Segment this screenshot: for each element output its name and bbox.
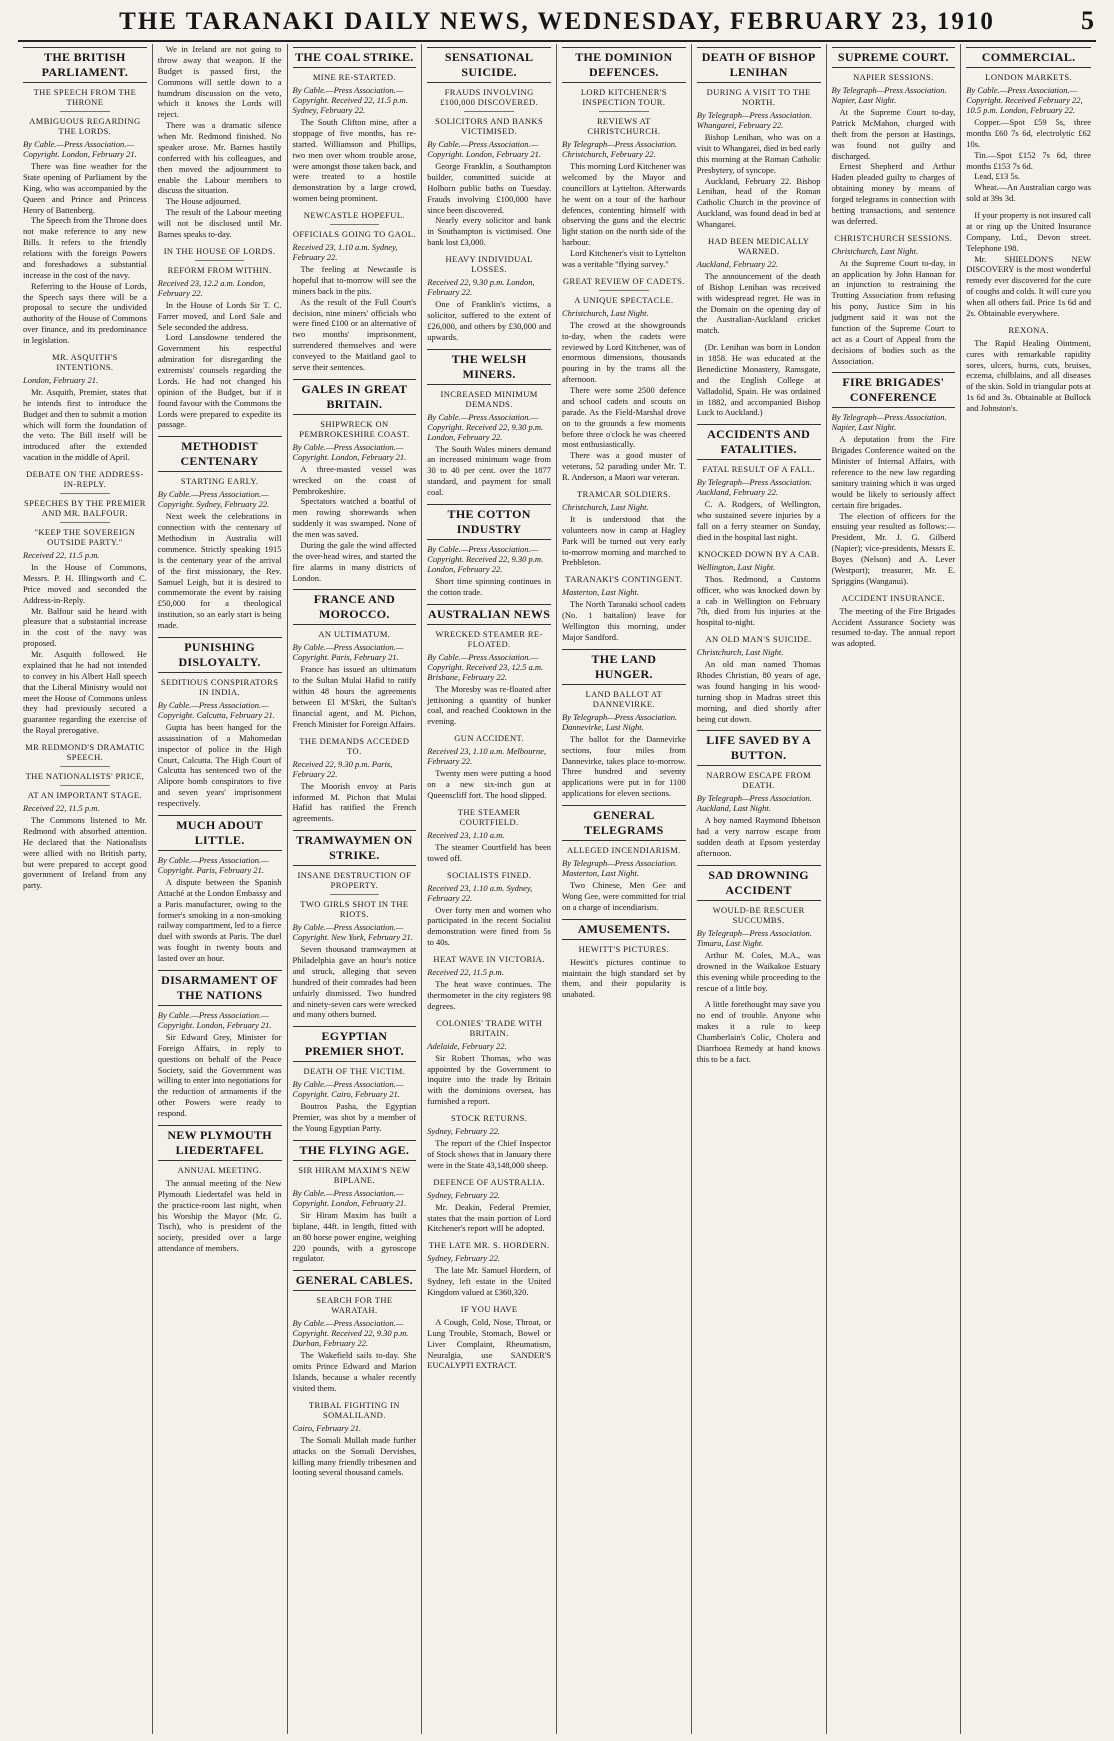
divider: [599, 290, 649, 291]
article-paragraph: The ballot for the Dannevirke sections, four miles from Dannevirke, takes place to-morrow. Three hundred and seventy applications were put in for 1100 applications for eleven sections.: [562, 733, 686, 799]
column-3: [288, 44, 423, 1734]
article-paragraph: A dispute between the Spanish Attaché at the London Embassy and a Paris manufacturer, owing to the former's smoking in a non-smoking railway compartment, led to a fierce duel with swords at Paris. The duel was fought in twenty bouts and lasted over an hour.: [157, 876, 282, 963]
article-headline: AUSTRALIAN NEWS: [427, 604, 551, 625]
article: [23, 352, 147, 463]
article-subheading: NARROW ESCAPE FROM DEATH.: [706, 770, 812, 791]
article: [293, 1140, 417, 1264]
article: [427, 1113, 551, 1171]
article-paragraph: Ernest Shepherd and Arthur Haden pleaded guilty to charges of obtaining money by means of forged telegrams in connection with betting transactions, and sentence was deferred.: [831, 161, 956, 226]
dateline: Christchurch, Last Night.: [696, 647, 784, 658]
article-paragraph: Copper.—Spot £59 5s, three months £60 7s 6d, electrolytic £62 10s.: [966, 117, 1091, 149]
article-paragraph: In the House of Commons, Messrs. P. H. Illingworth and C. Price moved and seconded the Address-in-Reply.: [23, 562, 147, 605]
article-paragraph: There was fine weather for the State opening of Parliament by the King, who was accompanied by the Queen and Prince and Princess Henry of Battenberg.: [23, 161, 147, 215]
article: [427, 504, 551, 598]
article-subheading: MR REDMOND'S DRAMATIC SPEECH.: [25, 742, 145, 762]
article: [293, 830, 417, 1020]
article-paragraph: Mr. SHIELDON'S NEW DISCOVERY is the most wonderful remedy ever discovered for the cure of coughs and colds. It will cure you when all others fail. Price 1s 6d and 2s. Obtainable everywhere.: [966, 253, 1091, 318]
article: [158, 44, 282, 240]
article-paragraph: Mr. Deakin, Federal Premier, states that the main portion of Lord Kitchener's report will be adopted.: [427, 1201, 551, 1234]
dateline: By Cable.—Press Association.—Copyright. Calcutta, February 21.: [157, 699, 275, 720]
dateline: Received 22, 11.5 p.m.: [23, 550, 100, 560]
article: [293, 736, 417, 825]
article-paragraph: Two Chinese, Men Gee and Wong Gee, were committed for trial on a charge of incendiarism.: [562, 880, 686, 912]
article: [427, 254, 551, 343]
article-subheading: HAD BEEN MEDICALLY WARNED.: [707, 235, 810, 256]
dateline: By Cable.—Press Association.—Copyright. Paris, February 21.: [157, 854, 269, 875]
article-subheading: HEAVY INDIVIDUAL LOSSES.: [445, 254, 533, 274]
article-paragraph: The crowd at the showgrounds to-day, when the cadets were reviewed by Lord Kitchener, was of enormous dimensions, thousands pouring in by the trams all the afternoon.: [562, 319, 686, 385]
article-subheading: THE NATIONALISTS' PRICE,: [25, 771, 145, 781]
dateline: Wellington, Last Night.: [696, 561, 776, 572]
article-headline: DISARMAMENT OF THE NATIONS: [158, 970, 282, 1006]
article-paragraph: Lord Lansdowne tendered the Government his respectful admiration for disregarding the extremists' counsels regarding the Lords. He had not changed his opinion of the Budget, but if it found favour with the Commons the Lords were prepared to expedite its passage.: [157, 332, 282, 430]
article: [158, 637, 282, 809]
article-subheading: LORD KITCHENER'S INSPECTION TOUR.: [580, 87, 667, 107]
article: [293, 379, 417, 584]
dateline: Sydney, February 22.: [427, 1126, 500, 1136]
article-headline: THE COAL STRIKE.: [293, 47, 417, 68]
article-paragraph: This morning Lord Kitchener was welcomed by the Mayor and councillors at Lyttelton. Afterwards he went on a tour of the harbour defences, contenting himself with observing the guns and the electric light station on the north side of the harbour.: [562, 161, 686, 248]
article-paragraph: The Rapid Healing Ointment, cures with remarkable rapidity sores, ulcers, burns, cuts, bruises, eczema, chilblains, and all diseases of the skin. Sold in triangular pots at 1s 6d and 3s. Obtainable at Bullock and Johnston's.: [966, 337, 1091, 413]
article: [562, 805, 686, 913]
article: [427, 47, 551, 248]
dateline: Received 23, 1.10 a.m. Sydney, February 22.: [427, 882, 533, 903]
dateline: Christchurch, Last Night.: [831, 245, 919, 256]
article-headline: SAD DROWNING ACCIDENT: [697, 865, 821, 901]
article-headline: GENERAL TELEGRAMS: [562, 805, 686, 841]
article-paragraph: Bishop Lenihan, who was on a visit to Whangarei, died in bed early this morning at the Roman Catholic Presbytery, of syncope.: [696, 132, 821, 175]
article-subheading: "KEEP THE SOVEREIGN OUTSIDE PARTY.": [34, 527, 136, 547]
dateline: By Telegraph—Press Association. Auckland, February 22.: [696, 477, 812, 498]
article-subheading: DEBATE ON THE ADDRESS-IN-REPLY.: [26, 469, 144, 489]
article-paragraph: Auckland, February 22. Bishop Lenihan, head of the Roman Catholic Church in the province of Auckland, was found dead in bed at Whangarei.: [696, 175, 821, 229]
article-subheading: DEFENCE OF AUSTRALIA.: [433, 1176, 545, 1187]
article-paragraph: The heat wave continues. The thermometer in the city registers 98 degrees.: [427, 979, 551, 1011]
newspaper-title: THE TARANAKI DAILY NEWS, WEDNESDAY, FEBRUARY 23, 1910: [119, 8, 995, 35]
article-paragraph: The Speech from the Throne does not make reference to any new Bills. It refers to the friendly relations with the foreign Powers and foreshadows a substantial increase in the cost of the navy.: [23, 215, 147, 280]
article-paragraph: The late Mr. Samuel Hordern, of Sydney, left estate in the United Kingdom valued at £360,320.: [427, 1265, 551, 1297]
article: [832, 372, 956, 586]
column-2: [153, 44, 288, 1734]
article: [562, 276, 686, 483]
article: [293, 47, 417, 204]
article-headline: FIRE BRIGADES' CONFERENCE: [832, 372, 956, 408]
article-paragraph: Mr. Asquith, Premier, states that he intends first to introduce the Budget and then to submit a motion which will form the foundation of the veto. The Bill itself will be introduced after the extended vacation in the middle of April.: [23, 386, 147, 463]
article-subheading: ANNUAL MEETING.: [177, 1164, 262, 1175]
article: [562, 919, 686, 1001]
article: [427, 349, 551, 498]
dateline: By Cable.—Press Association.—Copyright. New York, February 21.: [292, 922, 413, 943]
article: [697, 865, 821, 994]
article-paragraph: Tin.—Spot £152 7s 6d, three months £153 7s 6d.: [966, 149, 1091, 171]
article-paragraph: There was a dramatic silence when Mr. Redmond finished. No speaker arose. Mr. Barnes hastily conferred with his colleagues, and then moved the adjournment to enable the Labour members to discuss the situation.: [157, 120, 282, 196]
article-subheading: TRAMCAR SOLDIERS.: [577, 488, 671, 499]
article-paragraph: The feeling at Newcastle is hopeful that to-morrow will see the miners back in the pits.: [292, 264, 417, 296]
article-paragraph: There were some 2500 defence and school cadets and scouts on parade. As the Field-Marshal drove on to the grounds a few moments before three o'clock he was cheered most enthusiastically.: [562, 385, 686, 450]
article-subheading: WRECKED STEAMER RE-FLOATED.: [435, 628, 543, 649]
article-paragraph: George Franklin, a Southampton builder, committed suicide at Holborn public baths on Tuesday. Frauds involving £100,000 have since been discovered.: [427, 161, 551, 215]
article-headline: AMUSEMENTS.: [562, 919, 686, 940]
article-subheading: HEAT WAVE IN VICTORIA.: [433, 954, 545, 964]
article-paragraph: France has issued an ultimatum to the Sultan Mulai Hafid to ratify within 48 hours the agreements between El M'Skri, the Sultan's financial agent, and M. Pichon, French Minister for Foreign Affairs.: [292, 664, 417, 729]
article-headline: THE COTTON INDUSTRY: [427, 504, 551, 540]
article-paragraph: It is understood that the volunteers now in camp at Hagley Park will be turned out very early to-morrow morning and marched to Prebbleton.: [562, 513, 686, 568]
article-paragraph: Spectators watched a boatful of men rowing shorewards when suddenly it was swamped. None of the men was saved.: [292, 496, 417, 539]
article-paragraph: As the result of the Full Court's decision, nine miners' officials who were fined £100 or an alternative of two months' imprisonment, surrendered themselves and were conveyed to the Maitland gaol to serve their sentences.: [292, 296, 417, 372]
article-subheading: TWO GIRLS SHOT IN THE RIOTS.: [300, 899, 409, 920]
article-subheading: LONDON MARKETS.: [985, 72, 1072, 82]
article: [23, 742, 147, 891]
dateline: By Cable.—Press Association.—Copyright. Received 23, 12.5 a.m. Brisbane, February 22.: [427, 651, 544, 682]
article-headline: MUCH ADOUT LITTLE.: [158, 815, 282, 851]
masthead: [18, 6, 1096, 42]
article-paragraph: A boy named Raymond Ibbetson had a very narrow escape from sudden death at Epsom yesterday afternoon.: [696, 815, 821, 858]
article-paragraph: Gupta has been hanged for the assassination of a Mahomedan inspector of police in the High Court, Calcutta. The High Court of Calcutta has sentenced two of the Alipore bomb conspirators to five and seven years' imprisonment respectively.: [157, 721, 282, 808]
article: [427, 1240, 551, 1298]
article-paragraph: The North Taranaki school cadets (No. 1 battalion) leave for Wellington this morning, under Major Sandford.: [562, 599, 686, 642]
article-paragraph: Lead, £13 5s.: [974, 171, 1021, 182]
article: [23, 47, 147, 346]
article-paragraph: The announcement of the death of Bishop Lenihan was received with widespread regret. He was in the Domain on the opening day of the Australian-Auckland cricket match.: [696, 270, 821, 336]
divider: [330, 894, 380, 895]
article-subheading: AT AN IMPORTANT STAGE.: [27, 790, 143, 800]
dateline: Received 22, 9.30 p.m. Paris, February 22.: [292, 758, 393, 779]
article-subheading: THE DEMANDS ACCEDED TO.: [299, 735, 410, 756]
dateline: By Cable.—Press Association.—Copyright. London, February 21.: [292, 441, 407, 462]
article-paragraph: C. A. Rodgers, of Wellington, who sustained severe injuries by a fall on a ferry steamer on Sunday, died in the hospital last night.: [696, 499, 821, 542]
article-paragraph: Seven thousand tramwaymen at Philadelphia gave an hour's notice and struck, alleging that seven hundred of their comrades had been unfairly dismissed. Two hundred and ninety-seven cars were wrecked and many others burned.: [292, 944, 417, 1020]
dateline: By Cable.—Press Association.—Copyright. Paris, February 21.: [292, 642, 404, 663]
dateline: Received 22, 11.5 p.m.: [427, 967, 504, 977]
article: [966, 210, 1091, 319]
article-subheading: SIR HIRAM MAXIM'S NEW BIPLANE.: [298, 1164, 411, 1185]
article-subheading: MINE RE-STARTED.: [312, 72, 396, 82]
article-headline: FRANCE AND MOROCCO.: [293, 589, 417, 625]
article-headline: TRAMWAYMEN ON STRIKE.: [293, 830, 417, 866]
dateline: Christchurch, Last Night.: [562, 501, 649, 512]
article-paragraph: Boutros Pasha, the Egyptian Premier, was shot by a member of the Young Egyptian Party.: [292, 1101, 417, 1133]
dateline: Received 23, 1.10 a.m. Sydney, February 22.: [292, 242, 398, 262]
article-headline: NEW PLYMOUTH LIEDERTAFEL: [158, 1125, 282, 1161]
article-paragraph: Arthur M. Coles, M.A., was drowned in the Waikakoe Estuary this evening while proceeding to the rescue of a little boy.: [696, 949, 821, 993]
article: [697, 236, 821, 336]
dateline: By Cable.—Press Association.—Copyright. London, February 21.: [292, 1187, 407, 1208]
article: [158, 970, 282, 1119]
divider: [60, 785, 110, 786]
article: [427, 954, 551, 1012]
article-subheading: IF YOU HAVE: [460, 1303, 518, 1314]
dateline: Sydney, February 22.: [427, 1253, 500, 1264]
article-headline: PUNISHING DISLOYALTY.: [158, 637, 282, 673]
article-paragraph: Lord Kitchener's visit to Lyttelton was a veritable "flying survey.": [562, 248, 686, 269]
article-paragraph: A Cough, Cold, Nose, Throat, or Lung Trouble, Stomach, Bowel or Liver Complaint, Rheumatism, Neuralgia, use SANDER'S EUCALYPTI EXTRACT.: [427, 1316, 551, 1371]
article-subheading: SHIPWRECK ON PEMBROKESHIRE COAST.: [299, 418, 410, 439]
article-subheading: INSANE DESTRUCTION OF PROPERTY.: [297, 870, 412, 891]
article: [427, 807, 551, 864]
article-subheading: ALLEGED INCENDIARISM.: [567, 845, 681, 855]
dateline: By Cable.—Press Association.—Copyright. Cairo, February 21.: [292, 1079, 404, 1100]
article-paragraph: During the gale the wind affected the over-head wires, and started the fire alarms in many districts of London.: [292, 539, 417, 583]
article-subheading: SEDITIOUS CONSPIRATORS IN INDIA.: [160, 676, 279, 697]
article-subheading: HEWITT'S PICTURES.: [578, 943, 670, 954]
article-headline: SUPREME COURT.: [832, 47, 956, 68]
article-subheading: SEARCH FOR THE WARATAH.: [316, 1295, 393, 1316]
article: [427, 1177, 551, 1235]
article: [427, 733, 551, 801]
article-headline: METHODIST CENTENARY: [158, 436, 282, 472]
columns: [18, 44, 1096, 1734]
article-headline: LIFE SAVED BY A BUTTON.: [697, 730, 821, 766]
divider: [60, 766, 110, 767]
article-paragraph: In the House of Lords Sir T. C. Farrer moved, and Lord Sale and Sele seconded the address.: [157, 299, 282, 332]
article-paragraph: Wheat.—An Australian cargo was sold at 39s 3d.: [966, 182, 1091, 204]
divider: [195, 260, 245, 261]
article-paragraph: The Moorish envoy at Paris informed M. Pichon that Mulai Hafid has ratified the French agreements.: [292, 780, 417, 824]
article: [158, 1125, 282, 1254]
article-paragraph: Thos. Redmond, a Customs officer, who was knocked down by a cab in Wellington on February 7th, died from his injuries at the hospital to-night.: [696, 573, 821, 628]
article-paragraph: The Moresby was re-floated after jettisoning a quantity of bunker coal, and reached Cooktown in the evening.: [427, 683, 551, 727]
dateline: Received 23, 1.10 a.m.: [427, 829, 505, 840]
article: [697, 47, 821, 230]
article-paragraph: The result of the Labour meeting will not be disclosed until Mr. Barnes speaks to-day.: [157, 207, 282, 239]
article-paragraph: Sir Robert Thomas, who was appointed by the Government to inquire into the trade by Britain with the dominions oversea, has furnished a report.: [427, 1052, 551, 1107]
article: [427, 1018, 551, 1107]
divider: [599, 111, 649, 112]
article-subheading: AN OLD MAN'S SUICIDE.: [705, 634, 812, 645]
article-subheading: ACCIDENT INSURANCE.: [841, 592, 946, 603]
article: [832, 233, 956, 367]
article-headline: SENSATIONAL SUICIDE.: [427, 47, 551, 83]
article-subheading: LAND BALLOT AT DANNEVIRKE.: [585, 688, 663, 709]
dateline: Christchurch, Last Night.: [562, 307, 649, 318]
dateline: Received 23, 1.10 a.m. Melbourne, February 22.: [427, 746, 546, 767]
dateline: By Telegraph—Press Association. Napier, Last Night.: [831, 85, 947, 105]
article-paragraph: The report of the Chief Inspector of Stock shows that in January there were in the State 43,148,000 sheep.: [427, 1138, 551, 1170]
article-subheading: TRIBAL FIGHTING IN SOMALILAND.: [308, 1399, 400, 1420]
article-paragraph: One of Franklin's victims, a solicitor, suffered to the extent of £26,000, and others by £30,000 and upwards.: [427, 299, 551, 342]
article: [158, 246, 282, 431]
divider: [60, 493, 110, 494]
article-subheading: FRAUDS INVOLVING £100,000 DISCOVERED.: [440, 87, 539, 107]
article: [697, 999, 821, 1064]
dateline: By Telegraph—Press Association. Masterton, Last Night.: [562, 858, 678, 878]
article: [697, 634, 821, 724]
divider: [60, 111, 110, 112]
article-paragraph: Sir Edward Grey, Minister for Foreign Affairs, in reply to questions on behalf of the Peace Society, said the Government was willing to enter into negotiations for the reduction of armaments if the other Powers were ready to respond.: [157, 1031, 282, 1118]
article: [562, 649, 686, 799]
dateline: By Telegraph—Press Association. Timaru, Last Night.: [696, 927, 812, 948]
dateline: By Cable.—Press Association.—Copyright. London, February 21.: [427, 139, 542, 159]
article-paragraph: (Dr. Lenihan was born in London in 1858. He was educated at the Benedictine Monastery, Ramsgate, and the English College at Valladolid, Spain. He was ordained in 1882, and accompanied Bishop Luck to Auckland.): [696, 342, 821, 418]
article-headline: THE LAND HUNGER.: [562, 649, 686, 685]
divider: [60, 522, 110, 523]
article-headline: EGYPTIAN PREMIER SHOT.: [293, 1026, 417, 1062]
article-paragraph: Short time spinning continues in the cotton trade.: [427, 575, 551, 597]
dateline: London, February 21.: [23, 374, 99, 385]
dateline: By Cable.—Press Association.—Copyright. Sydney, February 22.: [157, 489, 270, 510]
column-8: [961, 44, 1096, 1734]
article-subheading: INCREASED MINIMUM DEMANDS.: [440, 388, 538, 409]
article-paragraph: The election of officers for the ensuing year resulted as follows:—President, Mr. J. G. Gilberd (Napier); vice-presidents, Messrs E. Boyes (Nelson) and A. Lever (Westport); treasurer, Mr. E. Spriggins (Wanganui).: [831, 510, 956, 586]
article-paragraph: At the Supreme Court to-day, Patrick McMahon, charged with theft from the person at Hastings, was found not guilty and discharged.: [831, 107, 956, 161]
article-subheading: REXONA.: [1008, 324, 1049, 335]
article-paragraph: The South Clifton mine, after a stoppage of five months, has re-started. Williamson and Phillips, two men over whom trouble arose, were amongst those taken back, and were treated to a hostile demonstration by a large crowd, women being prominent.: [292, 117, 417, 204]
dateline: By Telegraph—Press Association. Whangarei, February 22.: [696, 110, 812, 130]
article-headline: DEATH OF BISHOP LENIHAN: [697, 47, 821, 83]
dateline: By Telegraph—Press Association. Napier, Last Night.: [831, 412, 947, 433]
dateline: Received 22, 9.30 p.m. London, February 22.: [427, 277, 535, 297]
article-subheading: COLONIES' TRADE WITH BRITAIN.: [436, 1017, 543, 1038]
article-paragraph: A deputation from the Fire Brigades Conference waited on the Minister of Internal Affairs, with reference to the new law regarding sanitary training which it was urged would be likely to seriously affect certain fire brigades.: [831, 434, 956, 510]
column-6: [692, 44, 827, 1734]
article-headline: ACCIDENTS AND FATALITIES.: [697, 424, 821, 460]
article-paragraph: Over forty men and women who participated in the recent Socialist demonstration were fined from 5s to 40s.: [427, 904, 551, 948]
article: [427, 1304, 551, 1371]
article-subheading: A UNIQUE SPECTACLE.: [574, 294, 674, 305]
article-paragraph: Mr. Balfour said he heard with pleasure that a substantial increase in the cost of the navy was proposed.: [23, 605, 147, 649]
article-subheading: DURING A VISIT TO THE NORTH.: [706, 87, 811, 107]
dateline: By Cable.—Press Association.—Copyright. Received 22, 9.30 p.m. London, February 22.: [427, 411, 544, 442]
dateline: By Cable.—Press Association.—Copyright. Received 22, 9.30 p.m. Durban, February 22.: [292, 1318, 409, 1349]
article-paragraph: Nearly every solicitor and bank in Southampton is victimised. One bank lost £3,000.: [427, 215, 551, 248]
article-subheading: IN THE HOUSE OF LORDS.: [163, 245, 276, 256]
dateline: Masterton, Last Night.: [562, 587, 639, 598]
article-subheading: AMBIGUOUS REGARDING THE LORDS.: [29, 116, 141, 136]
column-5: [557, 44, 692, 1734]
dateline: By Telegraph—Press Association. Dannevirke, Last Night.: [562, 711, 678, 732]
dateline: Sydney, February 22.: [427, 1189, 500, 1200]
article: [158, 815, 282, 964]
article: [562, 489, 686, 568]
dateline: By Cable.—Press Association.—Copyright. Received 22, 9.30 p.m. London, February 22.: [427, 543, 544, 574]
dateline: By Cable.—Press Association.—Copyright. Received 22, 11.5 p.m. Sydney, February 22.: [292, 85, 408, 115]
dateline: Cairo, February 21.: [292, 1422, 362, 1433]
column-4: [422, 44, 557, 1734]
article-headline: THE FLYING AGE.: [293, 1140, 417, 1161]
article-paragraph: Sir Hiram Maxim has built a biplane, 44ft. in length, fitted with an 80 horse power engine, weighing 220 pounds, with a gyroscope regulator.: [292, 1209, 417, 1264]
divider: [464, 111, 514, 112]
article-paragraph: The House adjourned.: [165, 196, 242, 207]
column-1: [18, 44, 153, 1734]
article-subheading: REFORM FROM WITHIN.: [167, 264, 272, 275]
article: [697, 424, 821, 543]
dateline: By Cable.—Press Association.—Copyright. London, February 21.: [23, 139, 137, 159]
article: [158, 436, 282, 631]
article-subheading: NEWCASTLE HOPEFUL.: [303, 210, 405, 220]
article-subheading: THE LATE MR. S. HORDERN.: [428, 1240, 550, 1251]
article: [697, 549, 821, 628]
divider: [330, 224, 380, 225]
article: [562, 574, 686, 643]
article: [966, 47, 1091, 204]
article-paragraph: The steamer Courtfield has been towed off.: [427, 841, 551, 863]
dateline: By Telegraph—Press Association. Auckland, Last Night.: [696, 793, 812, 814]
column-7: [827, 44, 962, 1734]
article-subheading: TARANAKI'S CONTINGENT.: [565, 574, 683, 585]
article-subheading: THE STEAMER COURTFIELD.: [457, 806, 521, 827]
dateline: By Cable.—Press Association.—Copyright. Received February 22, 10.5 p.m. London, February 22.: [966, 85, 1083, 115]
article-paragraph: The annual meeting of the New Plymouth Liedertafel was held in the practice-room last night, when his Worship the Mayor (Mr. G. Tisch), who is president of the society, presided over a large attendance of members.: [157, 1177, 282, 1254]
article-subheading: SPEECHES BY THE PREMIER AND MR. BALFOUR.: [23, 498, 146, 518]
article-headline: COMMERCIAL.: [966, 47, 1091, 68]
article-paragraph: The South Wales miners demand an increased minimum wage from 30 to 40 per cent. over the 1877 standard, and payment for small coal.: [427, 443, 551, 497]
article-headline: THE DOMINION DEFENCES.: [562, 47, 686, 83]
article-paragraph: An old man named Thomas Rhodes Christian, 80 years of age, was found hanging in his wood-turning shop in Madras street this morning, and died shortly after being cut down.: [696, 659, 821, 724]
article-headline: THE WELSH MINERS.: [427, 349, 551, 385]
article-headline: THE BRITISH PARLIAMENT.: [23, 47, 147, 83]
article: [293, 1270, 417, 1394]
article-paragraph: There was a good muster of veterans, 52 parading under Mr. T. R. Anderson, a Maori war veteran.: [562, 450, 686, 482]
article-paragraph: A little forethought may save you no end of trouble. Anyone who makes it a rule to keep Chamberlain's Colic, Cholera and Diarrhoea Remedy at hand knows this to be a fact.: [696, 999, 821, 1064]
article-paragraph: A three-masted vessel was wrecked on the coast of Pembrokeshire.: [292, 463, 417, 496]
article-subheading: STARTING EARLY.: [180, 476, 259, 487]
dateline: Adelaide, February 22.: [427, 1040, 507, 1051]
article-paragraph: We in Ireland are not going to throw away that weapon. If the Budget is passed first, the Commons will settle down to a humdrum discussion on the veto, which it knows the Lords will reject.: [157, 44, 282, 120]
article: [293, 1400, 417, 1479]
article-paragraph: The Wakefield sails to-day. She omits Prince Edward and Marion Islands, because a whaler recently visited them.: [292, 1350, 417, 1393]
article-paragraph: Mr. Asquith followed. He explained that he had not intended to convey in his Albert Hall speech that the Liberal Ministry would not meet the House of Commons unless they had previously secured a guarantee regarding the exercise of the Royal prerogative.: [23, 649, 147, 736]
dateline: By Telegraph—Press Association. Christchurch, February 22.: [562, 139, 678, 159]
article: [293, 1026, 417, 1134]
article: [966, 325, 1091, 414]
article-headline: GENERAL CABLES.: [293, 1270, 417, 1291]
article-paragraph: If your property is not insured call at or ring up the United Insurance Company, Ltd., Devon street. Telephone 198.: [966, 210, 1091, 253]
article-paragraph: The Somali Mullah made further attacks on the Somali Dervishes, killing many friendly tribesmen and looting several thousand camels.: [292, 1434, 417, 1478]
article-subheading: MR. ASQUITH'S INTENTIONS.: [51, 351, 118, 372]
article-subheading: SOLICITORS AND BANKS VICTIMISED.: [435, 116, 544, 136]
article: [293, 589, 417, 729]
article: [832, 47, 956, 227]
article-paragraph: Twenty men were putting a hood on a new six-inch gun at Queenscliff fort. The hood slipped.: [427, 768, 551, 800]
article-paragraph: At the Supreme Court to-day, in an application by John Hannan for an injunction to restraining the Trotting Association from refusing his pony, Justice Sim in his judgment said it was not the function of the Supreme Court to act as a Court of Appeal from the decisions of bodies such as the Association.: [831, 257, 956, 366]
article-subheading: GREAT REVIEW OF CADETS.: [562, 275, 685, 286]
article: [832, 593, 956, 650]
article: [427, 604, 551, 728]
page-number: 5: [1081, 6, 1094, 35]
article: [697, 342, 821, 418]
article: [697, 730, 821, 859]
article-subheading: WOULD-BE RESCUER SUCCUMBS.: [712, 904, 805, 925]
dateline: Auckland, February 22.: [696, 258, 778, 269]
article: [293, 210, 417, 373]
article-paragraph: Next week the celebrations in connection with the centenary of Methodism in Australia will commence. Strictly speaking 1915 is the centenary year of the arrival of the first missionary, the Rev. Samuel Leigh, but it is desired to commemorate the event by raising £50,000 for a theological institution, so an early start is being made.: [157, 511, 282, 630]
article-subheading: FATAL RESULT OF A FALL.: [702, 464, 815, 475]
article-paragraph: The meeting of the Fire Brigades Accident Assurance Society was resumed to-day. The annual report was adopted.: [831, 605, 956, 649]
article-paragraph: Referring to the House of Lords, the Speech says there will be a proposal to secure the undivided authority of the House of Commons over finance, and its predominance in legislation.: [23, 280, 147, 345]
article-subheading: THE SPEECH FROM THE THRONE: [33, 87, 137, 107]
article-paragraph: The Commons listened to Mr. Redmond with absorbed attention. He declared that the Nationalists were allied with no British party, but were prepared to accept good government of Ireland from any party.: [23, 815, 147, 891]
dateline: Received 22, 11.5 p.m.: [23, 803, 100, 813]
article: [23, 469, 147, 736]
article-subheading: SOCIALISTS FINED.: [446, 869, 532, 880]
article-subheading: STOCK RETURNS.: [450, 1113, 528, 1123]
article: [562, 47, 686, 270]
article-subheading: KNOCKED DOWN BY A CAB.: [697, 548, 820, 559]
dateline: Received 23, 12.2 a.m. London, February 22.: [157, 277, 266, 298]
article-subheading: NAPIER SESSIONS.: [853, 72, 934, 82]
article-subheading: GUN ACCIDENT.: [454, 733, 524, 744]
article-headline: GALES IN GREAT BRITAIN.: [293, 379, 417, 415]
dateline: By Cable.—Press Association.—Copyright. London, February 21.: [157, 1009, 272, 1030]
article-subheading: OFFICIALS GOING TO GAOL.: [292, 229, 416, 239]
article-paragraph: Hewitt's pictures continue to maintain the high standard set by them, and their popularity is unabated.: [562, 956, 686, 1000]
article: [427, 870, 551, 949]
article-subheading: DEATH OF THE VICTIM.: [303, 1066, 406, 1077]
article-subheading: AN ULTIMATUM.: [318, 629, 391, 640]
article-subheading: CHRISTCHURCH SESSIONS.: [834, 232, 953, 243]
article-subheading: REVIEWS AT CHRISTCHURCH.: [587, 116, 661, 136]
